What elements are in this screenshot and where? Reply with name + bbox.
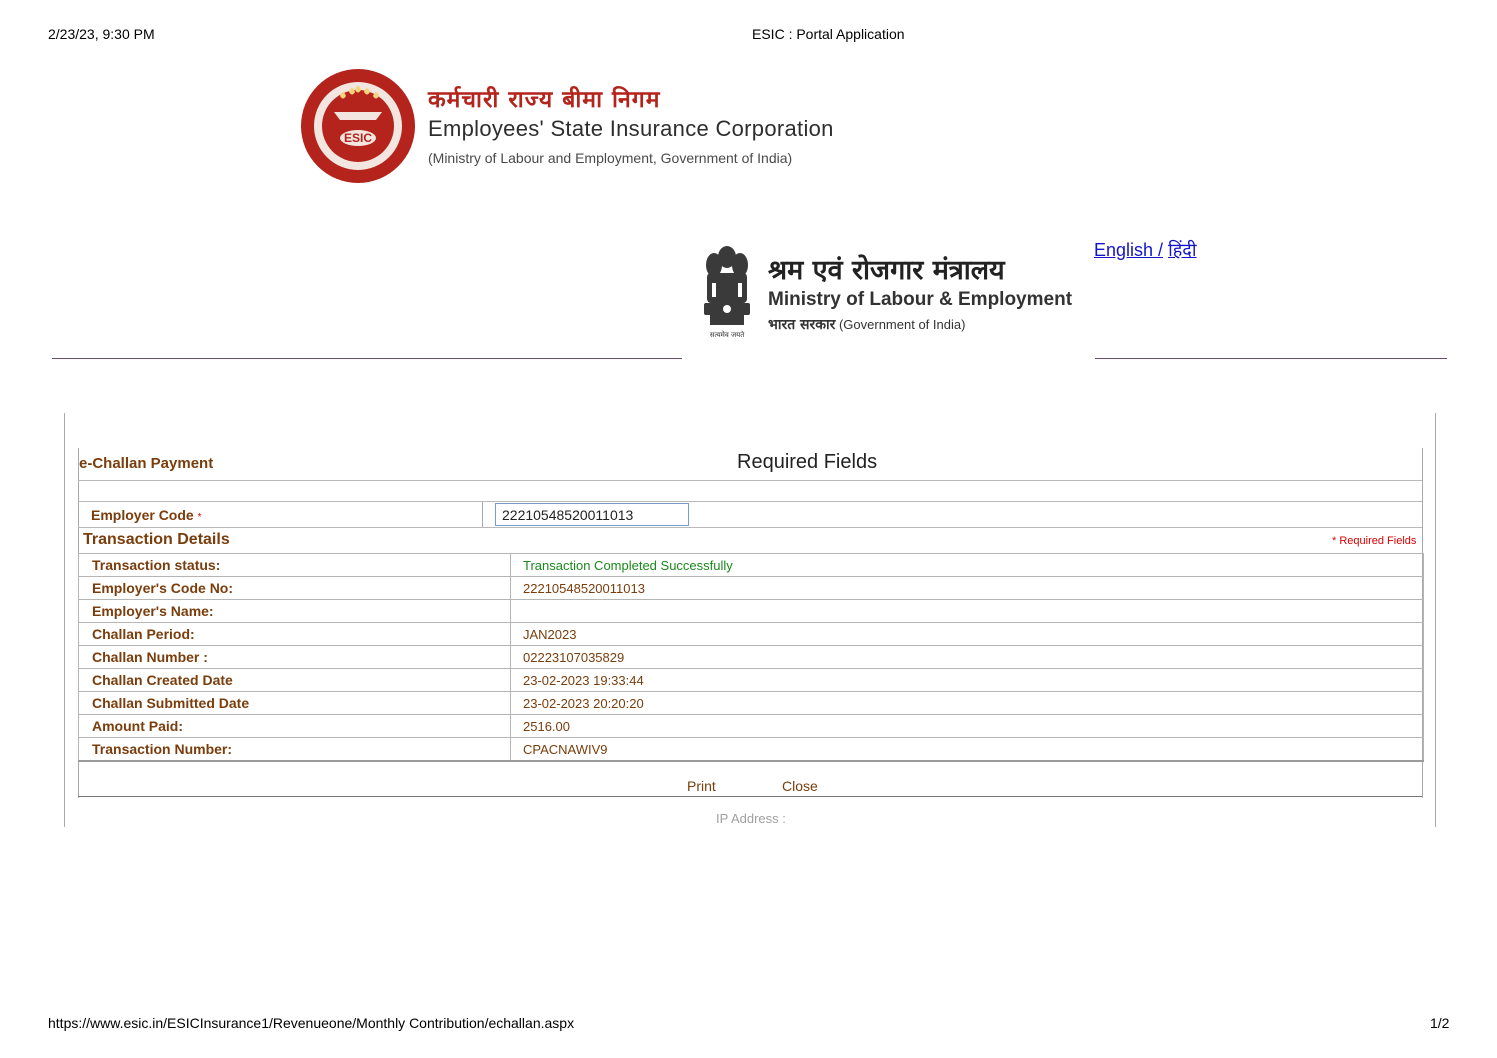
national-emblem-icon — [698, 243, 756, 341]
hindi-link[interactable]: हिंदी — [1168, 240, 1197, 261]
page-title: e-Challan Payment — [79, 455, 214, 472]
esic-title-hindi: कर्मचारी राज्य बीमा निगम — [428, 87, 661, 113]
header-divider-right — [1095, 358, 1447, 359]
employer-code-no-label: Employer's Code No: — [79, 577, 511, 600]
print-footer-page: 1/2 — [1430, 1015, 1450, 1031]
esic-logo-icon — [300, 68, 416, 184]
esic-subtitle: (Ministry of Labour and Employment, Government of India) — [428, 150, 793, 166]
required-fields-note: * Required Fields — [1332, 535, 1417, 547]
ministry-title-hindi: श्रम एवं रोजगार मंत्रालय — [768, 255, 1005, 286]
table-row — [79, 600, 1424, 623]
amount-paid-label: Amount Paid: — [79, 715, 511, 738]
esic-title-english: Employees' State Insurance Corporation — [428, 116, 834, 141]
challan-created-date-value: 23-02-2023 19:33:44 — [511, 669, 1424, 692]
language-switch — [1094, 238, 1197, 262]
divider — [78, 501, 1422, 502]
print-datetime: 2/23/23, 9:30 PM — [48, 26, 155, 42]
table-row — [79, 623, 1424, 646]
close-button[interactable]: Close — [782, 778, 818, 794]
employer-name-value — [511, 600, 1424, 623]
challan-number-label: Challan Number : — [79, 646, 511, 669]
header-divider-left — [52, 358, 682, 359]
employer-code-input[interactable] — [495, 503, 689, 526]
panel-border-left — [64, 413, 65, 827]
employer-code-label — [91, 507, 202, 523]
form-bottom-border — [78, 796, 1422, 797]
transaction-status-label: Transaction status: — [79, 554, 511, 577]
transaction-details-title: Transaction Details — [83, 531, 230, 548]
divider — [482, 502, 483, 527]
table-row — [79, 646, 1424, 669]
ministry-subtitle-hindi: भारत सरकार — [768, 317, 836, 333]
table-row — [79, 692, 1424, 715]
esic-logo-text: ESIC — [343, 131, 373, 145]
divider — [78, 480, 1422, 481]
table-row — [79, 554, 1424, 577]
transaction-number-label: Transaction Number: — [79, 738, 511, 762]
divider — [78, 527, 1422, 528]
amount-paid-value: 2516.00 — [511, 715, 1424, 738]
required-star: * — [197, 512, 202, 523]
table-row — [79, 738, 1424, 762]
transaction-number-value: CPACNAWIV9 — [511, 738, 1424, 762]
challan-submitted-date-value: 23-02-2023 20:20:20 — [511, 692, 1424, 715]
ip-address-label: IP Address : — [716, 811, 786, 826]
ministry-subtitle — [768, 315, 965, 334]
print-button[interactable]: Print — [687, 778, 716, 794]
ministry-subtitle-english: (Government of India) — [838, 317, 966, 332]
challan-period-label: Challan Period: — [79, 623, 511, 646]
ministry-title-english: Ministry of Labour & Employment — [768, 289, 1073, 310]
challan-period-value: JAN2023 — [511, 623, 1424, 646]
table-row — [79, 715, 1424, 738]
required-fields-heading: Required Fields — [737, 451, 878, 473]
transaction-details-table — [78, 553, 1424, 762]
panel-border-right — [1435, 413, 1436, 827]
challan-submitted-date-label: Challan Submitted Date — [79, 692, 511, 715]
employer-name-label: Employer's Name: — [79, 600, 511, 623]
challan-number-value: 02223107035829 — [511, 646, 1424, 669]
table-row — [79, 577, 1424, 600]
challan-created-date-label: Challan Created Date — [79, 669, 511, 692]
employer-code-label-text: Employer Code — [91, 507, 194, 523]
table-row — [79, 669, 1424, 692]
print-footer-url: https://www.esic.in/ESICInsurance1/Revenueone/Monthly Contribution/echallan.aspx — [48, 1015, 575, 1031]
english-link[interactable]: English / — [1094, 240, 1164, 260]
transaction-status-value: Transaction Completed Successfully — [511, 554, 1424, 577]
employer-code-no-value: 22210548520011013 — [511, 577, 1424, 600]
print-page-title: ESIC : Portal Application — [752, 26, 905, 42]
emblem-caption: सत्यमेव जयते — [709, 331, 745, 339]
